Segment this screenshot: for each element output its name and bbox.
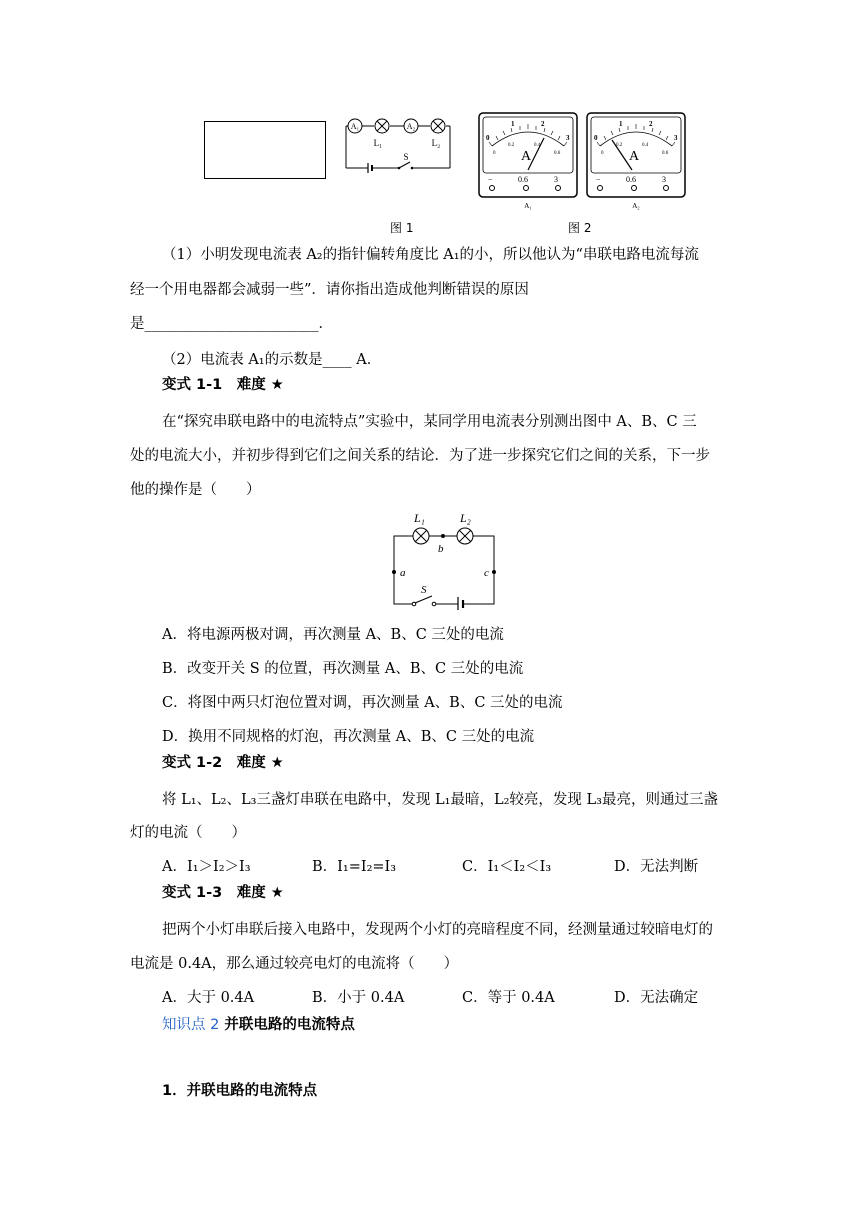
figure1-circuit — [338, 112, 458, 180]
dial-a2-scale-0: 0 — [594, 134, 598, 142]
v11-label-a: a — [400, 567, 406, 579]
v13-option-c[interactable]: C．等于 0.4A — [462, 990, 555, 1006]
dial-a2-scale-3: 3 — [674, 134, 678, 142]
dial-a1-sub-1: 0.2 — [508, 143, 515, 148]
v11-option-a[interactable]: A．将电源两极对调，再次测量 A、B、C 三处的电流 — [162, 627, 504, 643]
dial-a2-term-neg: − — [596, 175, 601, 184]
dial-a2-sub-3: 0.6 — [662, 151, 669, 156]
dial-a2-scale-2: 2 — [649, 120, 653, 128]
dial-a2-label: A₂ — [632, 202, 640, 210]
dial-a1-sub-3: 0.6 — [554, 151, 561, 156]
dial-a2-unit: A — [629, 149, 640, 164]
dial-a2-sub-0: 0 — [601, 151, 604, 156]
v11-label-l1: L₁ — [414, 511, 425, 525]
q2-text: （2）电流表 A₁的示数是____ A． — [162, 352, 382, 368]
q1-line3: 是________________________． — [130, 316, 333, 332]
v12-option-b[interactable]: B．I₁=I₂=I₃ — [312, 859, 397, 875]
v11-label-l2: L₂ — [460, 511, 471, 525]
v11-label-b: b — [438, 543, 444, 555]
v11-heading: 变式 1-1 难度 ★ — [162, 377, 284, 393]
switch-symbol — [399, 162, 410, 168]
v11-label-s: S — [421, 584, 427, 596]
dial-a1-scale-3: 3 — [566, 134, 570, 142]
dial-a1-scale-2: 2 — [541, 120, 545, 128]
section1-heading: 1．并联电路的电流特点 — [162, 1083, 318, 1099]
v12-line2: 灯的电流（ ） — [130, 825, 246, 841]
dial-a2-term-3: 3 — [662, 175, 666, 184]
v12-option-c[interactable]: C．I₁＜I₂＜I₃ — [462, 859, 552, 875]
ammeter-a1-label: A₁ — [350, 122, 360, 131]
v11-option-b[interactable]: B．改变开关 S 的位置，再次测量 A、B、C 三处的电流 — [162, 661, 524, 677]
ammeter-a1-dial — [478, 112, 578, 212]
v11-option-c[interactable]: C．将图中两只灯泡位置对调，再次测量 A、B、C 三处的电流 — [162, 695, 563, 711]
v11-option-d[interactable]: D．换用不同规格的灯泡，再次测量 A、B、C 三处的电流 — [162, 729, 535, 745]
v13-line1: 把两个小灯串联后接入电路中，发现两个小灯的亮暗程度不同，经测量通过较暗电灯的 — [162, 922, 713, 938]
v11-line2: 处的电流大小，并初步得到它们之间关系的结论．为了进一步探究它们之间的关系，下一步 — [130, 448, 710, 464]
dial-a1-term-06: 0.6 — [518, 175, 528, 184]
v11-label-c: c — [484, 567, 489, 579]
ammeter-a2-dial — [586, 112, 686, 212]
v13-option-d[interactable]: D．无法确定 — [614, 990, 699, 1006]
dial-a1-sub-0: 0 — [493, 151, 496, 156]
dial-a2-sub-1: 0.2 — [616, 143, 623, 148]
dial-a1-label: A₁ — [524, 202, 532, 210]
v13-option-a[interactable]: A．大于 0.4A — [162, 990, 255, 1006]
v11-circuit-diagram — [384, 504, 504, 610]
v13-heading: 变式 1-3 难度 ★ — [162, 885, 284, 901]
lamp-l2-label: L₂ — [431, 138, 441, 148]
v11-line1: 在“探究串联电路中的电流特点”实验中，某同学用电流表分别测出图中 A、B、C 三 — [162, 414, 697, 430]
switch-label: S — [403, 152, 409, 162]
figure1-blank-box — [204, 121, 326, 179]
dial-a1-scale-0: 0 — [486, 134, 490, 142]
figure2-caption: 图 2 — [568, 221, 592, 235]
dial-a2-sub-2: 0.4 — [642, 143, 649, 148]
kp2-heading — [162, 1015, 355, 1035]
dial-a1-scale-1: 1 — [511, 120, 515, 128]
figure1-caption: 图 1 — [390, 221, 414, 235]
lamp-l1-label: L₁ — [373, 138, 383, 148]
v12-line1: 将 L₁、L₂、L₃三盏灯串联在电路中，发现 L₁最暗，L₂较亮，发现 L₃最亮，则通过三盏 — [162, 792, 718, 808]
ammeter-a2-label: A₂ — [406, 122, 416, 131]
dial-a2-term-06: 0.6 — [626, 175, 636, 184]
dial-a1-term-3: 3 — [554, 175, 558, 184]
q1-line1: （1）小明发现电流表 A₂的指针偏转角度比 A₁的小，所以他认为“串联电路电流每流 — [162, 247, 699, 263]
q1-line2: 经一个用电器都会减弱一些”．请你指出造成他判断错误的原因 — [130, 282, 529, 298]
kp2-title: 并联电路的电流特点 — [224, 1017, 355, 1033]
dial-a1-sub-2: 0.4 — [534, 143, 541, 148]
v12-heading: 变式 1-2 难度 ★ — [162, 755, 284, 771]
v13-line2: 电流是 0.4A，那么通过较亮电灯的电流将（ ） — [130, 956, 459, 972]
dial-a1-term-neg: − — [488, 175, 493, 184]
v11-line3: 他的操作是（ ） — [130, 482, 261, 498]
dial-a1-unit: A — [521, 149, 532, 164]
v12-option-d[interactable]: D．无法判断 — [614, 859, 699, 875]
v13-option-b[interactable]: B．小于 0.4A — [312, 990, 405, 1006]
kp2-label: 知识点 2 — [162, 1017, 220, 1033]
v12-option-a[interactable]: A．I₁＞I₂＞I₃ — [162, 859, 251, 875]
dial-a2-scale-1: 1 — [619, 120, 623, 128]
